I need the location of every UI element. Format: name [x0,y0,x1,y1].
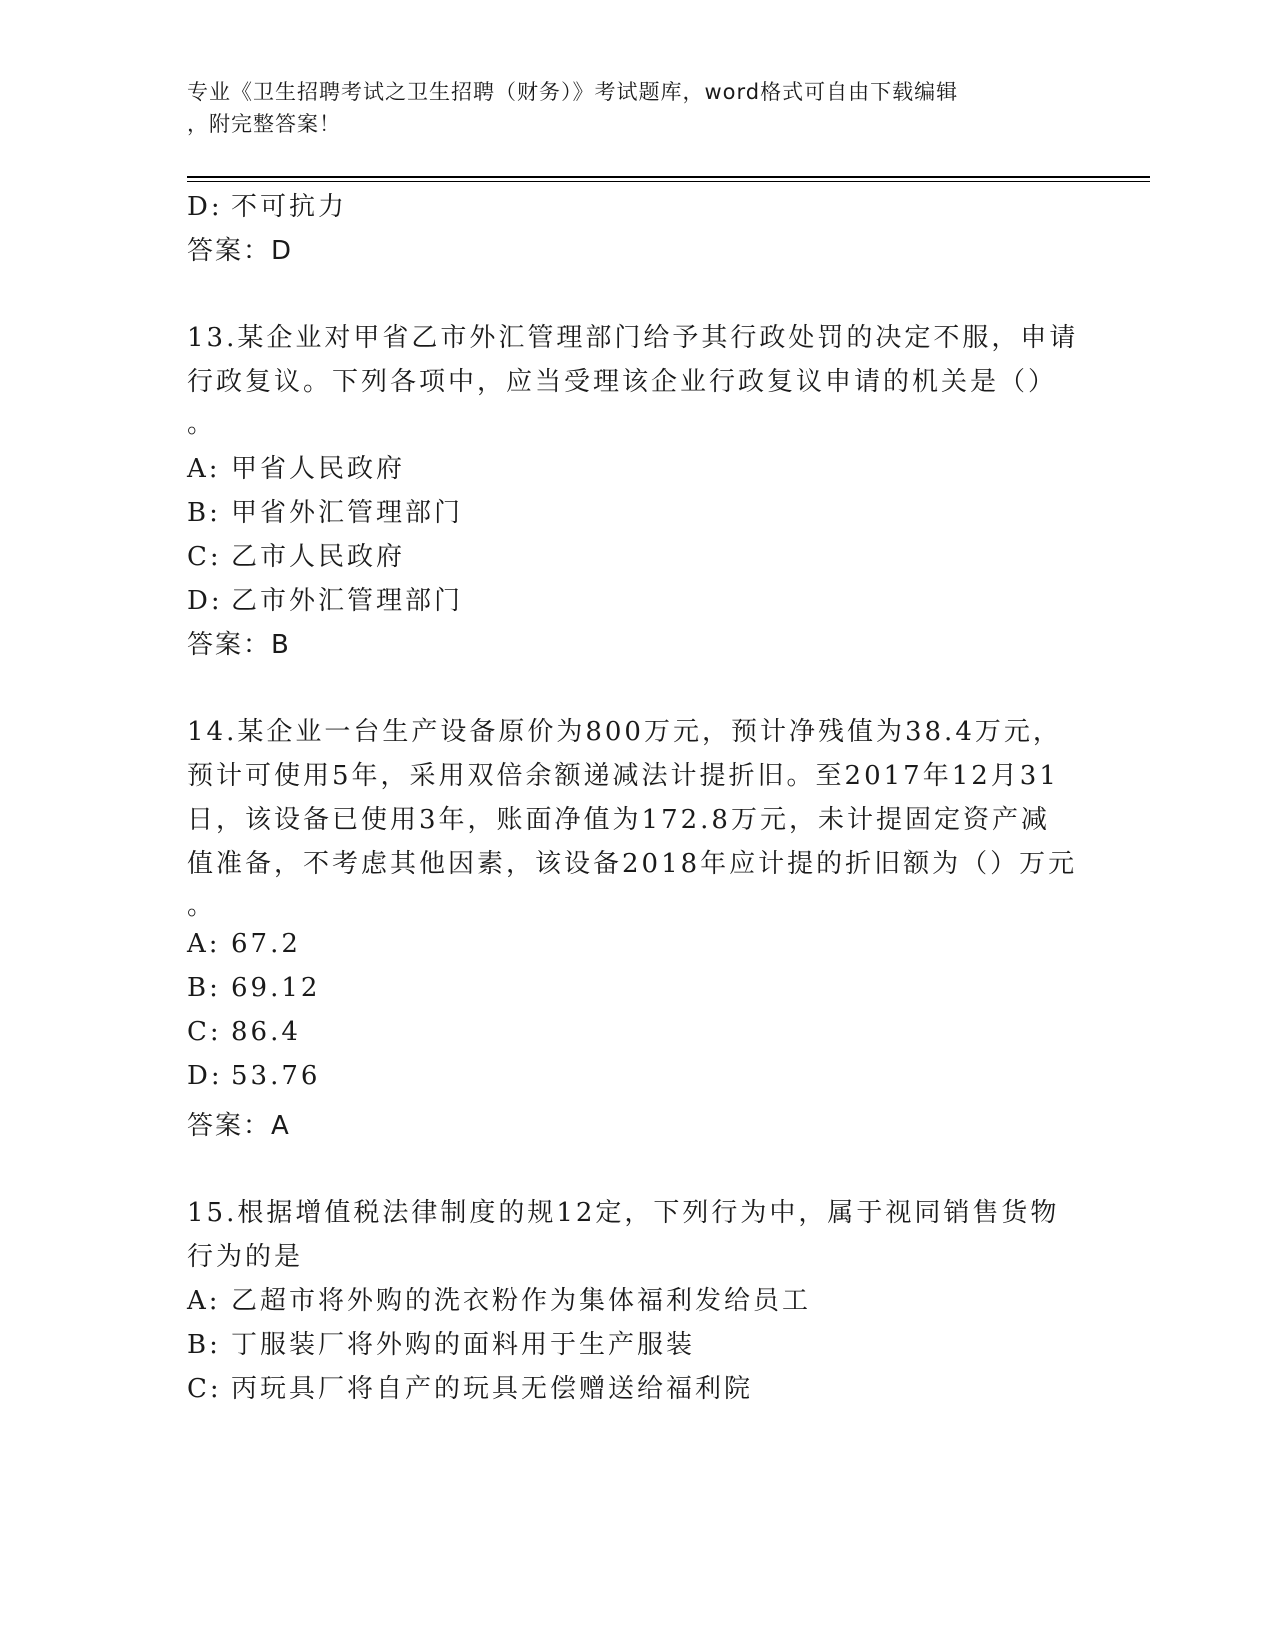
option-text: 53.76 [231,1061,321,1091]
option-text: 乙超市将外购的洗衣粉作为集体福利发给员工 [231,1286,812,1316]
option-label: A: [187,454,221,484]
header-line-1: 专业《卫生招聘考试之卫生招聘（财务）》考试题库，word格式可自由下载编辑 [187,80,959,104]
q13-stem-line-1: 13.某企业对甲省乙市外汇管理部门给予其行政处罚的决定不服，申请 [187,323,1079,353]
option-label: C: [187,542,222,572]
q15-option-c [187,1368,753,1405]
q14-stem-line-4: 值准备，不考虑其他因素，该设备2018年应计提的折旧额为（）万元 [187,849,1078,879]
q14-stem-line-5: 。 [187,891,217,921]
option-label: A: [187,929,221,959]
q15-option-a [187,1280,811,1317]
option-text: 甲省外汇管理部门 [231,498,464,528]
option-text: 丙玩具厂将自产的玩具无偿赠送给福利院 [231,1374,754,1404]
q14-option-d [187,1061,320,1091]
q14-answer: 答案：A [187,1111,291,1141]
q14-option-a [187,929,301,959]
q13-option-d [187,580,463,617]
option-text: 67.2 [231,929,301,959]
q14-stem-line-1: 14.某企业一台生产设备原价为800万元，预计净残值为38.4万元， [187,717,1062,747]
option-text: 乙市外汇管理部门 [231,586,464,616]
header-divider-thick [187,176,1150,178]
q15-stem-line-1: 15.根据增值税法律制度的规12定，下列行为中，属于视同销售货物 [187,1198,1060,1228]
option-text: 不可抗力 [231,192,348,222]
option-text: 乙市人民政府 [231,542,406,572]
q13-answer: 答案：B [187,630,291,660]
prev-option-d [187,186,347,223]
option-label: C: [187,1017,222,1047]
q13-stem-line-3: 。 [187,409,217,439]
q15-stem-line-2: 行为的是 [187,1242,304,1272]
option-label: B: [187,498,221,528]
q13-option-b [187,492,463,529]
q13-stem-line-2: 行政复议。下列各项中，应当受理该企业行政复议申请的机关是（） [187,367,1058,397]
header-line-2: ，附完整答案！ [187,112,341,136]
q14-stem-line-3: 日，该设备已使用3年，账面净值为172.8万元，未计提固定资产减 [187,805,1050,835]
option-text: 甲省人民政府 [231,454,406,484]
q14-option-c [187,1017,301,1047]
option-label: C: [187,1374,222,1404]
option-label: D: [187,1061,223,1091]
option-label: D: [187,586,223,616]
option-label: A: [187,1286,221,1316]
q13-option-c [187,536,405,573]
option-label: D: [187,192,223,222]
page-header [187,76,1067,140]
q13-option-a [187,448,405,485]
q14-stem-line-2: 预计可使用5年，采用双倍余额递减法计提折旧。至2017年12月31 [187,761,1059,791]
option-text: 丁服装厂将外购的面料用于生产服装 [231,1330,696,1360]
option-text: 69.12 [231,973,321,1003]
header-divider-thin [187,181,1150,182]
prev-answer: 答案：D [187,236,294,266]
option-label: B: [187,973,221,1003]
q14-option-b [187,973,320,1003]
option-text: 86.4 [231,1017,301,1047]
q15-option-b [187,1324,695,1361]
option-label: B: [187,1330,221,1360]
